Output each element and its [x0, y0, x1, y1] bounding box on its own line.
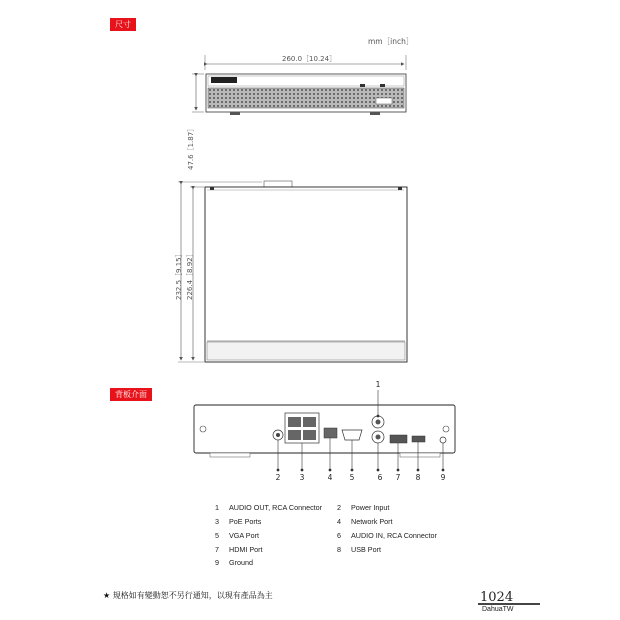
legend-item: 2 Power Input — [337, 503, 390, 512]
port-number-2: 2 — [275, 473, 281, 482]
disclaimer-note: ★ 規格如有變動恕不另行通知，以現有產品為主 — [103, 591, 273, 600]
depth-total-dimension: 232.5［9.15］ — [175, 250, 183, 300]
dimensions-section-tag: 尺寸 — [110, 18, 136, 31]
port-number-3: 3 — [299, 473, 305, 482]
rear-panel-section-tag: 背板介面 — [110, 388, 152, 401]
page-number: 1024 — [480, 590, 514, 605]
brand-label: DahuaTW — [482, 606, 514, 613]
depth-body-dimension: 226.4［8.92］ — [186, 250, 194, 300]
port-number-1: 1 — [375, 380, 381, 389]
front-view — [187, 55, 406, 170]
rear-panel-view — [194, 380, 455, 482]
legend-item: 4 Network Port — [337, 517, 393, 526]
legend-item: 9 Ground — [215, 558, 253, 567]
legend-item: 6 AUDIO IN, RCA Connector — [337, 531, 437, 540]
port-number-7: 7 — [395, 473, 401, 482]
legend-item: 1 AUDIO OUT, RCA Connector — [215, 503, 323, 512]
port-number-8: 8 — [415, 473, 421, 482]
port-number-6: 6 — [377, 473, 383, 482]
port-number-5: 5 — [349, 473, 355, 482]
legend-item: 5 VGA Port — [215, 531, 259, 540]
legend-item: 8 USB Port — [337, 545, 381, 554]
unit-label: mm［inch］ — [368, 37, 414, 46]
port-number-9: 9 — [440, 473, 446, 482]
width-dimension: 260.0［10.24］ — [282, 55, 337, 63]
height-dimension: 47.6［1.87］ — [187, 124, 195, 170]
top-view — [175, 181, 407, 362]
legend-item: 3 PoE Ports — [215, 517, 262, 526]
legend-item: 7 HDMI Port — [215, 545, 263, 554]
port-number-4: 4 — [327, 473, 333, 482]
